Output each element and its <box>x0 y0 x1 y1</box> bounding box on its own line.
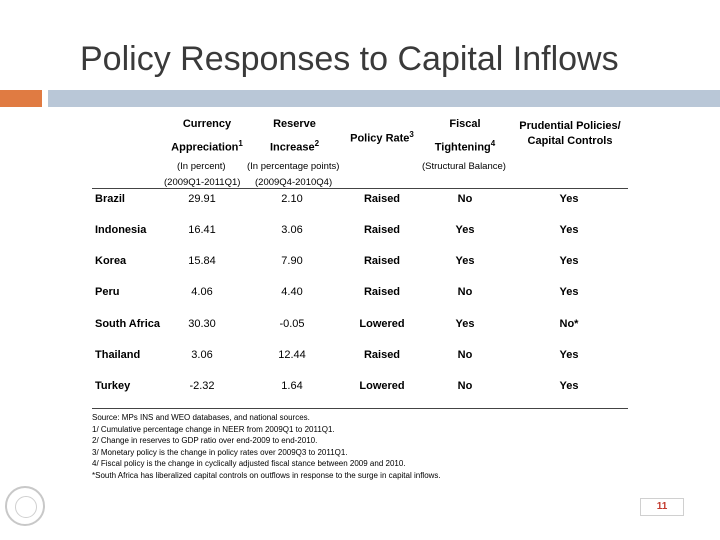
table-row <box>92 224 628 244</box>
header-currency <box>162 115 252 158</box>
cell-country: South Africa <box>95 318 160 330</box>
table-row <box>92 193 628 213</box>
table-row <box>92 349 628 369</box>
note-line: *South Africa has liberalized capital controls on outflows in response to the surge in capital inflows. <box>92 470 441 480</box>
cell-prudential: Yes <box>559 380 579 392</box>
cell-country: Indonesia <box>95 224 147 236</box>
cell-reserve: 2.10 <box>281 193 303 205</box>
table-row <box>92 286 628 306</box>
cell-prudential: Yes <box>559 224 579 236</box>
header-currency-line1: Currency <box>182 118 232 130</box>
table-row <box>92 318 628 338</box>
note-line: 4/ Fiscal policy is the change in cyclically adjusted fiscal stance between 2009 and 2010. <box>92 459 406 468</box>
subheader-c2-period: (2009Q4-2010Q4) <box>255 177 333 188</box>
header-policy-rate <box>337 125 427 149</box>
cell-fiscal: Yes <box>455 318 475 330</box>
cell-prudential: Yes <box>559 193 579 205</box>
header-prudential-line2: Capital Controls <box>527 135 613 147</box>
note-line: 1/ Cumulative percentage change in NEER from 2009Q1 to 2011Q1. <box>92 424 335 434</box>
header-fiscal <box>420 115 510 158</box>
cell-fiscal: Yes <box>455 224 475 236</box>
cell-fiscal: No <box>457 380 473 392</box>
cell-appreciation: 30.30 <box>188 318 216 330</box>
subheader-c1-period: (2009Q1-2011Q1) <box>164 177 241 188</box>
cell-fiscal: No <box>457 193 473 205</box>
cell-appreciation: 16.41 <box>188 224 216 236</box>
cell-reserve: 1.64 <box>281 380 303 392</box>
note-line: Source: MPs INS and WEO databases, and national sources. <box>92 413 310 422</box>
cell-prudential: Yes <box>559 255 579 267</box>
cell-reserve: 7.90 <box>281 255 303 267</box>
cell-appreciation: -2.32 <box>189 380 215 392</box>
header-fiscal-sup: 4 <box>490 139 496 148</box>
cell-policy-rate: Lowered <box>359 318 405 330</box>
header-reserve-line1: Reserve <box>273 118 316 130</box>
subheader-c2-unit: (In percentage points) <box>247 161 340 172</box>
note-line: 2/ Change in reserves to GDP ratio over end-2009 to end-2010. <box>92 436 318 445</box>
cell-prudential: Yes <box>559 286 579 298</box>
cell-reserve: -0.05 <box>279 318 305 330</box>
cell-country: Korea <box>95 255 127 267</box>
header-prudential <box>510 117 630 151</box>
subheader-c4-unit: (Structural Balance) <box>422 161 506 172</box>
header-reserve <box>252 115 337 158</box>
cell-appreciation: 29.91 <box>188 193 216 205</box>
page-number: 11 <box>640 498 684 516</box>
cell-policy-rate: Raised <box>363 224 401 236</box>
footer-rule <box>92 408 628 409</box>
header-currency-line2: Appreciation <box>171 141 239 154</box>
imf-seal-logo-icon <box>5 486 45 526</box>
cell-reserve: 12.44 <box>278 349 306 361</box>
cell-policy-rate: Lowered <box>359 380 405 392</box>
cell-prudential: No* <box>559 318 579 330</box>
cell-policy-rate: Raised <box>363 286 401 298</box>
cell-policy-rate: Raised <box>363 349 401 361</box>
cell-fiscal: No <box>457 349 473 361</box>
cell-country: Turkey <box>95 380 131 392</box>
header-fiscal-line1: Fiscal <box>449 118 481 130</box>
cell-appreciation: 3.06 <box>191 349 213 361</box>
table-notes <box>92 412 441 481</box>
slide-title: Policy Responses to Capital Inflows <box>80 40 619 78</box>
header-fiscal-line2: Tightening <box>434 141 491 154</box>
header-prudential-line1: Prudential Policies/ <box>519 120 621 132</box>
header-policy-rate-sup: 3 <box>409 130 414 139</box>
cell-country: Peru <box>95 286 120 298</box>
cell-fiscal: Yes <box>455 255 475 267</box>
cell-reserve: 3.06 <box>281 224 303 236</box>
table-row <box>92 255 628 275</box>
cell-prudential: Yes <box>559 349 579 361</box>
cell-fiscal: No <box>457 286 473 298</box>
cell-policy-rate: Raised <box>363 255 401 267</box>
cell-country: Brazil <box>95 193 125 205</box>
header-reserve-line2: Increase <box>269 141 315 154</box>
header-currency-sup: 1 <box>238 139 243 148</box>
cell-appreciation: 4.06 <box>191 286 213 298</box>
cell-reserve: 4.40 <box>281 286 303 298</box>
accent-bar-orange <box>0 90 42 107</box>
accent-bar-blue <box>48 90 720 107</box>
table-row <box>92 380 628 400</box>
header-policy-rate-label: Policy Rate <box>350 132 410 145</box>
note-line: 3/ Monetary policy is the change in policy rates over 2009Q3 to 2011Q1. <box>92 447 348 457</box>
subheader-c1-unit: (In percent) <box>177 161 226 172</box>
cell-country: Thailand <box>95 349 141 361</box>
cell-policy-rate: Raised <box>363 193 401 205</box>
cell-appreciation: 15.84 <box>188 255 216 267</box>
header-reserve-sup: 2 <box>314 139 320 148</box>
header-rule <box>92 188 628 189</box>
